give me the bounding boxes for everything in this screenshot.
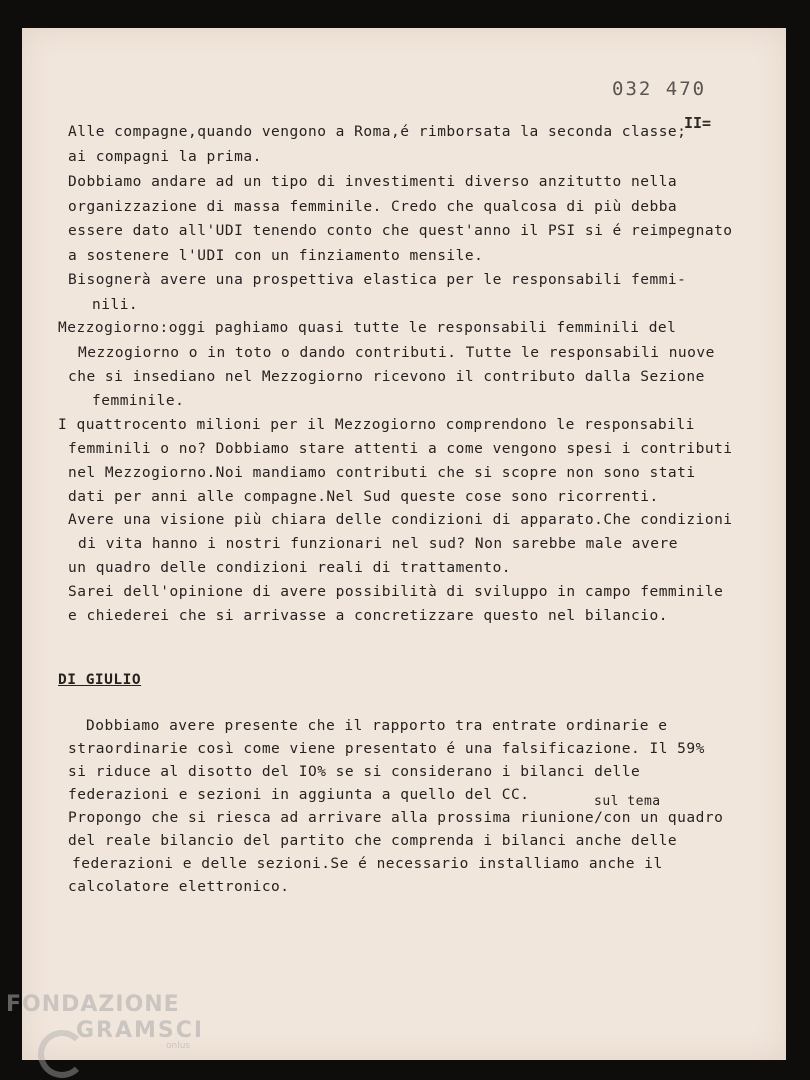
text-line: femminile. [92,393,185,409]
text-line: ai compagni la prima. [68,149,262,165]
text-line: Mezzogiorno:oggi paghiamo quasi tutte le responsabili femminili del [58,320,677,336]
page-number: II= [684,114,712,132]
text-line: un quadro delle condizioni reali di trattamento. [68,560,512,576]
text-line: si riduce al disotto del IO% se si considerano i bilanci delle [68,764,641,780]
text-line: Avere una visione più chiara delle condizioni di apparato.Che condizioni [68,512,733,528]
handwritten-insertion: sul tema [594,794,661,809]
text-line: dati per anni alle compagne.Nel Sud queste cose sono ricorrenti. [68,489,659,505]
text-line: essere dato all'UDI tenendo conto che quest'anno il PSI si é reimpegnato [68,223,733,239]
watermark-line1: FONDAZIONE [6,992,180,1017]
document-code: 032 470 [612,78,707,100]
text-line: federazioni e delle sezioni.Se é necessario installiamo anche il [72,856,663,872]
text-line: Dobbiamo avere presente che il rapporto tra entrate ordinarie e [86,718,668,734]
text-line: calcolatore elettronico. [68,879,290,895]
text-line: straordinarie così come viene presentato é una falsificazione. Il 59% [68,741,705,757]
text-line: e chiederei che si arrivasse a concretizzare questo nel bilancio. [68,608,668,624]
text-line: Propongo che si riesca ad arrivare alla prossima riunione/con un quadro [68,810,724,826]
text-line: Sarei dell'opinione di avere possibilità di sviluppo in campo femminile [68,584,724,600]
watermark-line2: GRAMSCI [76,1018,205,1044]
speaker-heading: DI GIULIO [58,672,142,688]
text-line: federazioni e sezioni in aggiunta a quello del CC. [68,787,530,803]
text-line: nel Mezzogiorno.Noi mandiamo contributi che si scopre non sono stati [68,465,696,481]
text-line: a sostenere l'UDI con un finziamento mensile. [68,248,484,264]
watermark-line3: onlus [166,1040,191,1051]
text-line: Mezzogiorno o in toto o dando contributi. Tutte le responsabili nuove [78,345,715,361]
text-line: del reale bilancio del partito che comprenda i bilanci anche delle [68,833,678,849]
text-line: organizzazione di massa femminile. Credo che qualcosa di più debba [68,199,678,215]
text-line: Alle compagne,quando vengono a Roma,é rimborsata la seconda classe; [68,124,687,140]
watermark [6,992,204,1052]
text-line: I quattrocento milioni per il Mezzogiorno comprendono le responsabili [58,417,695,433]
document-page [22,28,786,1060]
text-line: che si insediano nel Mezzogiorno ricevono il contributo dalla Sezione [68,369,705,385]
text-line: femminili o no? Dobbiamo stare attenti a come vengono spesi i contributi [68,441,733,457]
text-line: di vita hanno i nostri funzionari nel sud? Non sarebbe male avere [78,536,678,552]
text-line: Dobbiamo andare ad un tipo di investimenti diverso anzitutto nella [68,174,678,190]
text-line: nili. [92,297,139,313]
text-line: Bisognerà avere una prospettiva elastica per le responsabili femmi- [68,272,687,288]
